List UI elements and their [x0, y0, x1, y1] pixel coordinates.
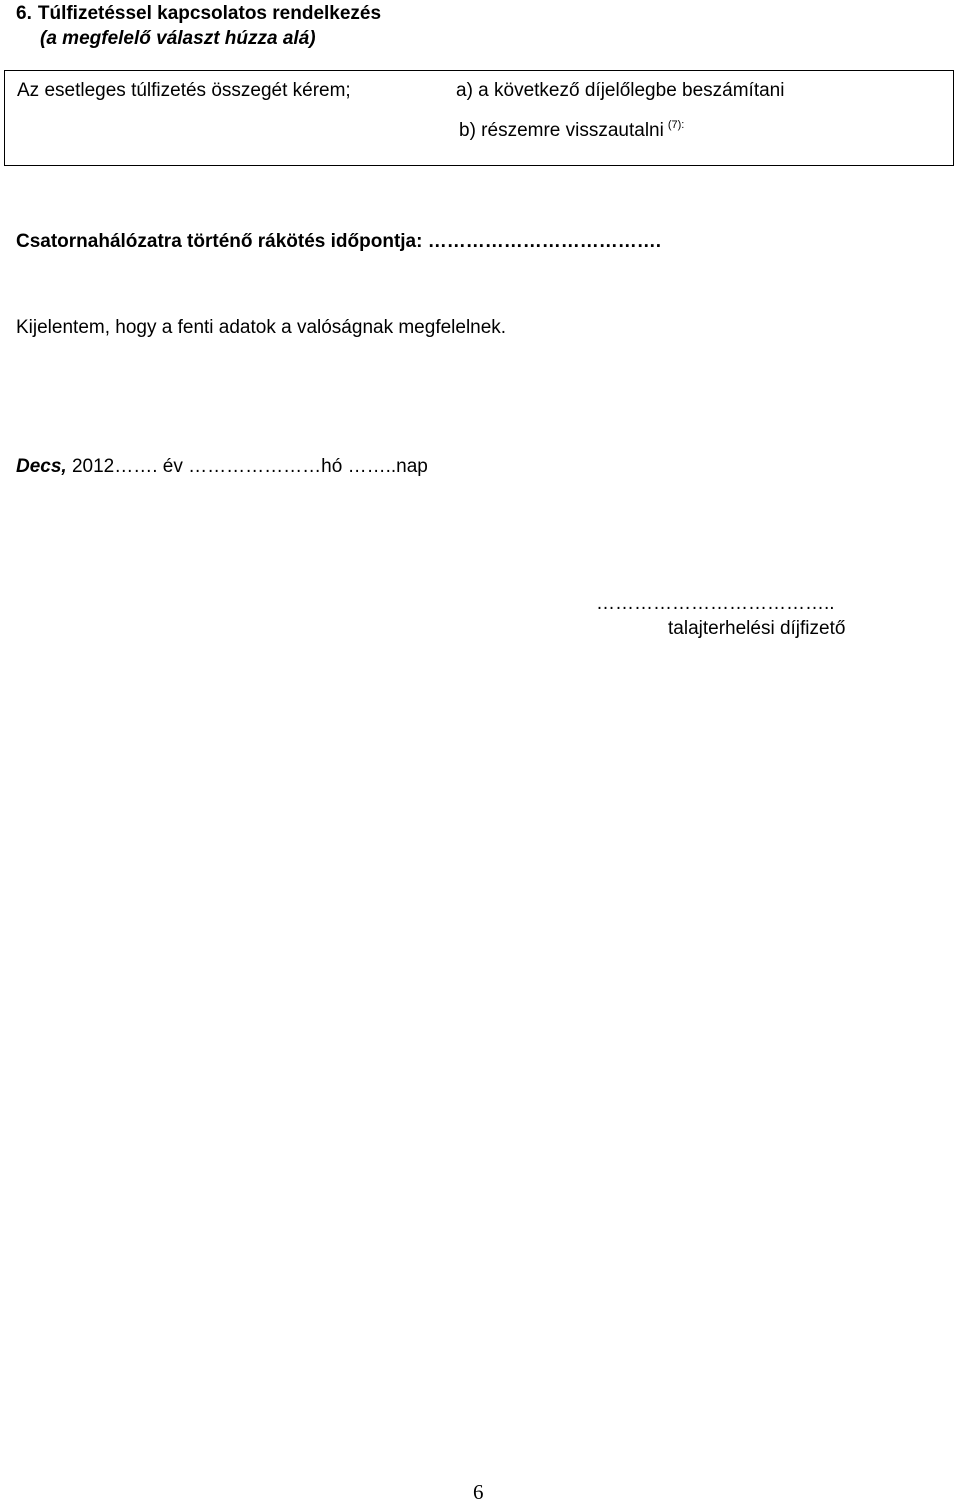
- date-line[interactable]: [16, 455, 428, 479]
- page-number: 6: [473, 1480, 484, 1504]
- section-number: 6.: [16, 3, 32, 24]
- overpayment-label: Az esetleges túlfizetés összegét kérem;: [17, 80, 351, 101]
- declaration-text: Kijelentem, hogy a fenti adatok a valóságnak megfelelnek.: [16, 317, 507, 338]
- section-title: Túlfizetéssel kapcsolatos rendelkezés: [37, 3, 382, 24]
- section-instruction: (a megfelelő választ húzza alá): [40, 28, 316, 49]
- footnote-ref: (7):: [667, 119, 685, 131]
- signature-line[interactable]: ………………………………..: [596, 593, 835, 614]
- option-a-offset[interactable]: a) a következő díjelőlegbe beszámítani: [456, 80, 785, 101]
- date-fill-text: 2012……. év …………………hó ……..nap: [66, 456, 428, 477]
- connection-date-field[interactable]: Csatornahálózatra történő rákötés időpontja: ……………………………….: [16, 231, 661, 252]
- overpayment-box: [4, 70, 954, 166]
- option-b-text: b) részemre visszautalni: [459, 120, 664, 141]
- signature-label: talajterhelési díjfizető: [668, 618, 846, 639]
- option-b-refund[interactable]: [459, 119, 684, 143]
- section-heading: [16, 2, 381, 26]
- place-name: Decs,: [16, 456, 67, 477]
